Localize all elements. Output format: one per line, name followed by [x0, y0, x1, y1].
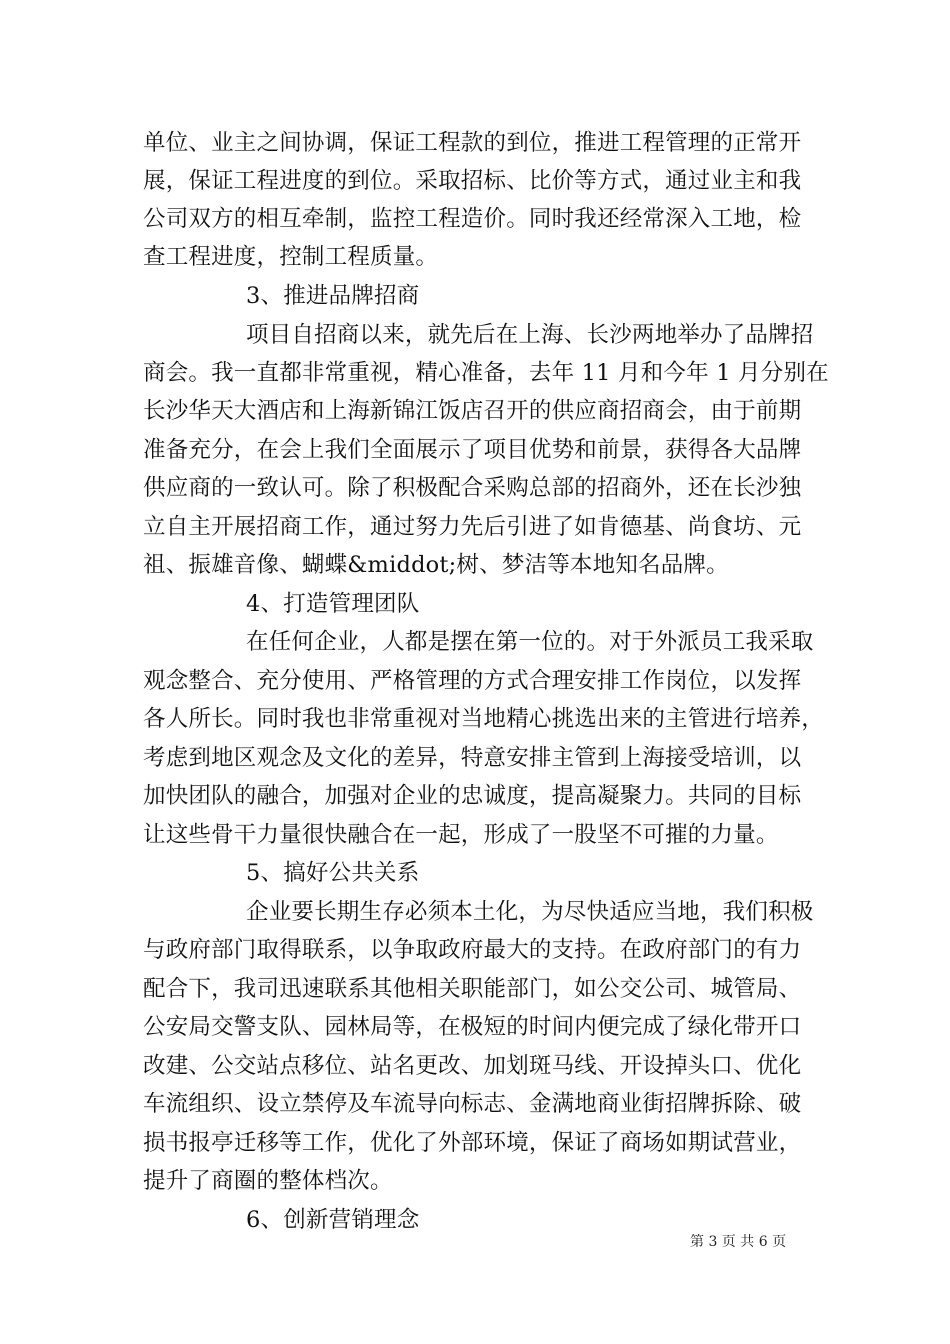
section-heading: 5、搞好公共关系: [246, 860, 420, 886]
text-line: 改建、公交站点移位、站名更改、加划斑马线、开设掉头口、优化: [143, 1053, 802, 1079]
text-line: 查工程进度，控制工程质量。: [143, 244, 439, 270]
text-line: 在任何企业，人都是摆在第一位的。对于外派员工我采取: [246, 629, 814, 655]
page-number: 第 3 页 共 6 页: [690, 1234, 787, 1250]
text-line: 祖、振雄音像、蝴蝶&middot;树、梦洁等本地知名品牌。: [143, 552, 729, 578]
section-heading: 4、打造管理团队: [246, 591, 420, 617]
text-line: 加快团队的融合，加强对企业的忠诚度，提高凝聚力。共同的目标: [143, 783, 802, 809]
text-line: 提升了商圈的整体档次。: [143, 1168, 393, 1194]
text-line: 长沙华天大酒店和上海新锦江饭店召开的供应商招商会，由于前期: [143, 398, 802, 424]
text-line: 单位、业主之间协调，保证工程款的到位，推进工程管理的正常开: [143, 130, 802, 156]
text-line: 车流组织、设立禁停及车流导向标志、金满地商业街招牌拆除、破: [143, 1091, 802, 1117]
text-line: 让这些骨干力量很快融合在一起，形成了一股坚不可摧的力量。: [143, 822, 779, 848]
text-line: 公司双方的相互牵制，监控工程造价。同时我还经常深入工地，检: [143, 206, 802, 232]
text-line: 准备充分，在会上我们全面展示了项目优势和前景，获得各大品牌: [143, 437, 802, 463]
text-line: 企业要长期生存必须本土化，为尽快适应当地，我们积极: [246, 899, 814, 925]
text-line: 与政府部门取得联系，以争取政府最大的支持。在政府部门的有力: [143, 937, 802, 963]
text-line: 展，保证工程进度的到位。采取招标、比价等方式，通过业主和我: [143, 168, 802, 194]
text-line: 考虑到地区观念及文化的差异，特意安排主管到上海接受培训，以: [143, 745, 802, 771]
section-heading: 3、推进品牌招商: [246, 283, 420, 309]
text-line: 项目自招商以来，就先后在上海、长沙两地举办了品牌招: [246, 322, 814, 348]
text-line: 公安局交警支队、园林局等，在极短的时间内便完成了绿化带开口: [143, 1014, 802, 1040]
text-line: 商会。我一直都非常重视，精心准备，去年 11 月和今年 1 月分别在: [143, 360, 829, 386]
section-heading: 6、创新营销理念: [246, 1207, 420, 1233]
text-line: 配合下，我司迅速联系其他相关职能部门，如公交公司、城管局、: [143, 976, 802, 1002]
text-line: 损书报亭迁移等工作，优化了外部环境，保证了商场如期试营业，: [143, 1130, 802, 1156]
text-line: 立自主开展招商工作，通过努力先后引进了如肯德基、尚食坊、元: [143, 514, 802, 540]
text-line: 供应商的一致认可。除了积极配合采购总部的招商外，还在长沙独: [143, 475, 802, 501]
text-line: 各人所长。同时我也非常重视对当地精心挑选出来的主管进行培养，: [143, 706, 825, 732]
text-line: 观念整合、充分使用、严格管理的方式合理安排工作岗位，以发挥: [143, 668, 802, 694]
